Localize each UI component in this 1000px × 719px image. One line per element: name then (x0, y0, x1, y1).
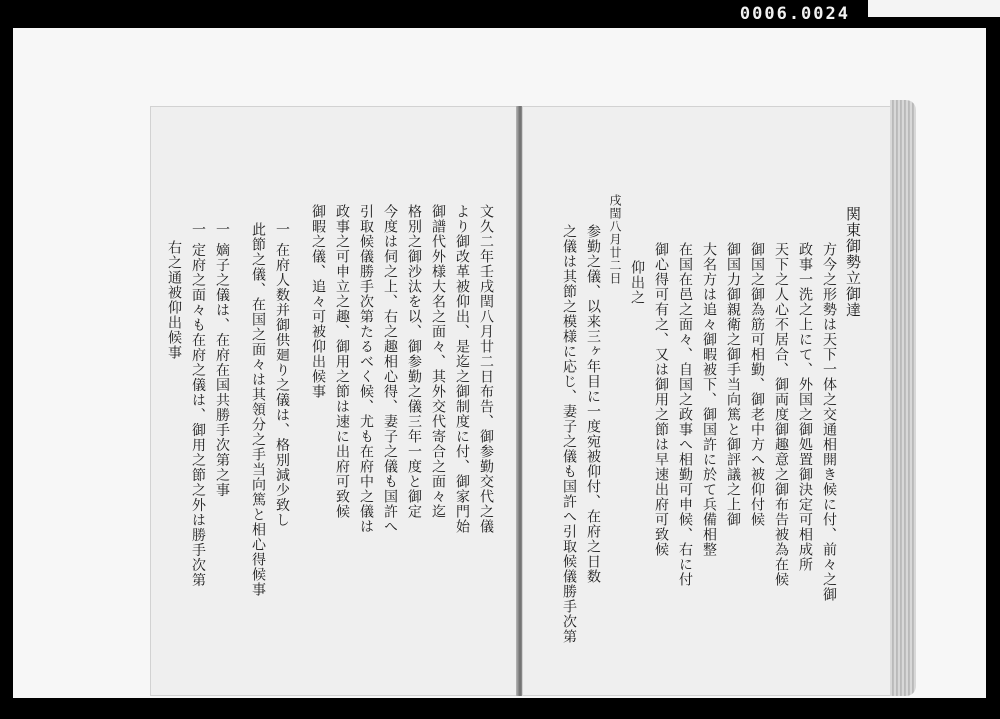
left-column-5: 今度は伺之上、右之趣相心得、妻子之儀も国許へ (382, 204, 398, 534)
right-column-7: 大名方は追々御暇被下、御国許に於て兵備相整 (701, 242, 717, 557)
left-column-9: 一 在府人数并御供廻り之儀は、格別減少致し (274, 222, 290, 528)
left-column-1: 文久二年壬戌閏八月廿二日布告、御参勤交代之儀 (478, 204, 494, 534)
right-column-3: 政事一洗之上にて、外国之御処置御決定可相成所 (797, 242, 813, 572)
left-column-8: 御暇之儀、追々可被仰出候事 (310, 204, 326, 399)
right-column-2: 方今之形勢は天下一体之交通相開き候に付、前々之御 (821, 242, 837, 602)
left-column-3: 御譜代外様大名之面々、其外交代寄合之面々迄 (430, 204, 446, 519)
right-column-10: 仰出之 (629, 260, 645, 305)
right-column-4: 天下之人心不居合、御両度御趣意之御布告被為在候 (773, 242, 789, 587)
right-date-note: 戌閏八月廿二日 (608, 194, 622, 285)
right-column-5: 御国之御為筋可相勤、御老中方へ被仰付候 (749, 242, 765, 527)
left-column-2: より御改革被仰出、是迄之御制度に付、御家門始 (454, 204, 470, 534)
left-column-10: 此節之儀、在国之面々は其領分之手当向篤と相心得候事 (250, 222, 266, 597)
right-page (522, 106, 898, 696)
left-column-13: 右之通被仰出候事 (166, 240, 182, 360)
right-column-6: 御国力御親衛之御手当向篤と御評議之上御 (725, 242, 741, 527)
left-column-12: 一 定府之面々も在府之儀は、御用之節之外は勝手次第 (190, 222, 206, 588)
frame-label-tab (868, 0, 1000, 17)
film-window (13, 28, 986, 698)
right-sub-column-2: 之儀は其節之模様に応じ、妻子之儀も国許へ引取候儀勝手次第 (561, 224, 577, 644)
page-edges (890, 100, 916, 696)
left-column-7: 政事之可申立之趣、御用之節は速に出府可致候 (334, 204, 350, 519)
right-column-1: 関東御勢立御達 (844, 206, 862, 318)
open-book (150, 100, 916, 696)
left-column-6: 引取候儀勝手次第たるべく候、尤も在府中之儀は (358, 204, 374, 534)
left-page (150, 106, 520, 696)
frame-number: 0006.0024 (739, 4, 850, 24)
right-sub-column-1: 参勤之儀、以来三ヶ年目に一度宛被仰付、在府之日数 (585, 224, 601, 584)
left-column-4: 格別之御沙汰を以、御参勤之儀三年一度と御定 (406, 204, 422, 519)
left-column-11: 一 嫡子之儀は、在府在国共勝手次第之事 (214, 222, 230, 498)
right-column-9: 御心得可有之、又は御用之節は早速出府可致候 (653, 242, 669, 557)
right-column-8: 在国在邑之面々、自国之政事へ相勤可申候、右に付 (677, 242, 693, 587)
